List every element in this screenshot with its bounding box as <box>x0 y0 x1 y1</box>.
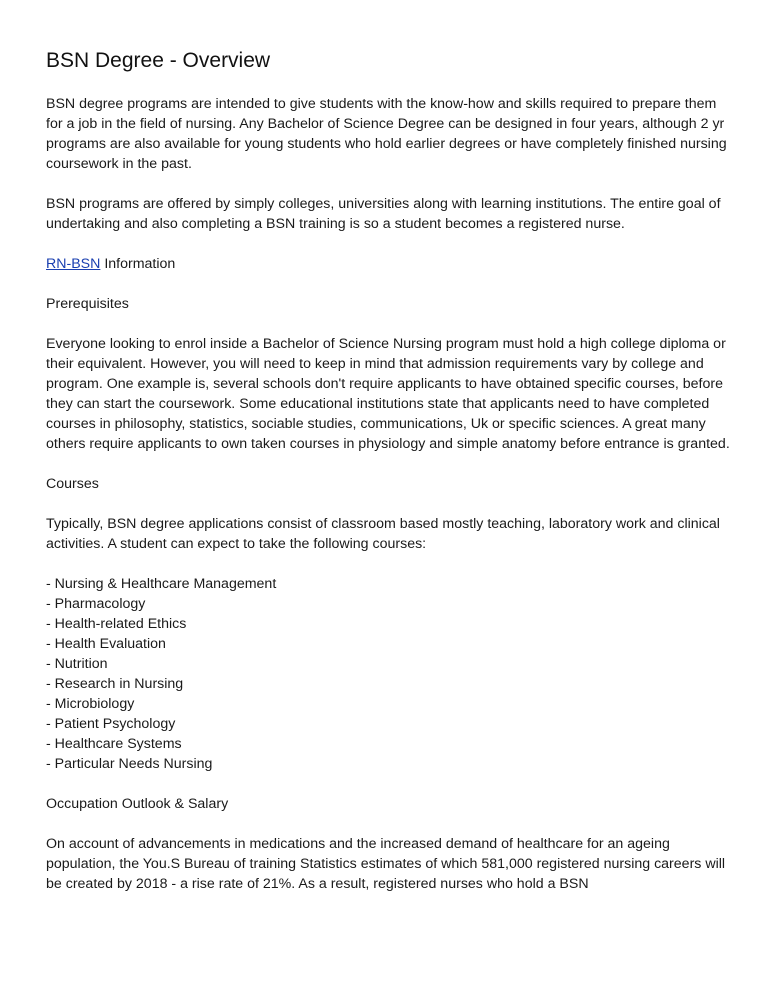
list-item: - Pharmacology <box>46 596 146 612</box>
list-item: - Health Evaluation <box>46 636 166 652</box>
list-item: - Nutrition <box>46 656 108 672</box>
courses-heading: Courses <box>46 476 99 492</box>
list-item: - Particular Needs Nursing <box>46 756 213 772</box>
courses-paragraph: Typically, BSN degree applications consist of classroom based mostly teaching, laboratory work and clinical activities. A student can expect to take the following courses: <box>46 516 720 552</box>
rn-bsn-link[interactable]: RN-BSN <box>46 256 101 272</box>
course-list <box>46 574 736 774</box>
prerequisites-paragraph: Everyone looking to enrol inside a Bachelor of Science Nursing program must hold a high college diploma or their equivalent. However, you will need to keep in mind that admission requirements vary by college and program. One example is, several schools don't require applicants to have obtained specific courses, before they can start the coursework. Some educational institutions state that applicants need to have completed courses in philosophy, statistics, sociable studies, communications, Uk or specific sciences. A great many others require applicants to own taken courses in physiology and simple anatomy before entrance is granted. <box>46 336 730 452</box>
outlook-paragraph: On account of advancements in medications and the increased demand of healthcare for an ageing population, the You.S Bureau of training Statistics estimates of which 581,000 registered nursing careers will be created by 2018 - a rise rate of 21%. As a result, registered nurses who hold a BSN <box>46 836 726 892</box>
intro-paragraph: BSN degree programs are intended to give students with the know-how and skills required to prepare them for a job in the field of nursing. Any Bachelor of Science Degree can be designed in four years, although 2 yr programs are also available for young students who hold earlier degrees or have completely finished nursing coursework in the past. <box>46 96 727 172</box>
info-line <box>46 254 736 274</box>
list-item: - Nursing & Healthcare Management <box>46 576 277 592</box>
info-line-suffix: Information <box>100 256 176 272</box>
page-title: BSN Degree - Overview <box>46 49 271 72</box>
document-page <box>46 47 736 914</box>
list-item: - Microbiology <box>46 696 135 712</box>
list-item: - Research in Nursing <box>46 676 184 692</box>
list-item: - Healthcare Systems <box>46 736 182 752</box>
list-item: - Health-related Ethics <box>46 616 187 632</box>
list-item: - Patient Psychology <box>46 716 176 732</box>
prerequisites-heading: Prerequisites <box>46 296 129 312</box>
programs-paragraph: BSN programs are offered by simply colleges, universities along with learning institutions. The entire goal of undertaking and also completing a BSN training is so a student becomes a registered nurse. <box>46 196 721 232</box>
outlook-heading: Occupation Outlook & Salary <box>46 796 229 812</box>
